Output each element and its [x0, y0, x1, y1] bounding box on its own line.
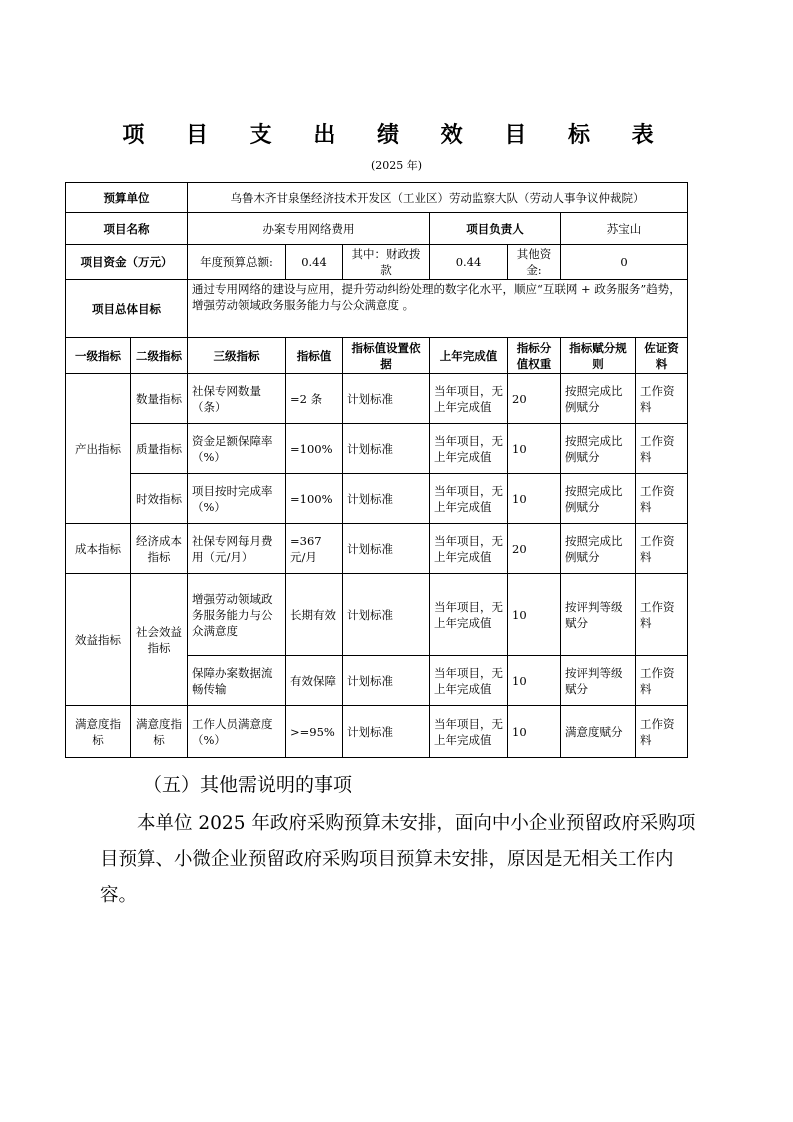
basis-cell: 计划标准: [343, 574, 430, 656]
table-row: [66, 574, 688, 656]
level2-cell: 质量指标: [131, 424, 188, 474]
annual-budget-label: 年度预算总额:: [188, 245, 286, 280]
header-rule: 指标赋分规则: [561, 338, 636, 374]
weight-cell: 20: [508, 524, 561, 574]
rule-cell: 按照完成比例赋分: [561, 524, 636, 574]
basis-cell: 计划标准: [343, 374, 430, 424]
weight-cell: 10: [508, 574, 561, 656]
basis-cell: 计划标准: [343, 524, 430, 574]
value-cell: =367 元/月: [286, 524, 343, 574]
evidence-cell: 工作资料: [636, 424, 688, 474]
page-title: 项 目 支 出 绩 效 目 标 表: [122, 123, 671, 148]
header-level1: 一级指标: [66, 338, 131, 374]
prev-cell: 当年项目，无上年完成值: [430, 374, 508, 424]
evidence-cell: 工作资料: [636, 574, 688, 656]
value-cell: >=95%: [286, 706, 343, 758]
rule-cell: 满意度赋分: [561, 706, 636, 758]
level3-cell: 增强劳动领域政务服务能力与公众满意度: [188, 574, 286, 656]
rule-cell: 按评判等级赋分: [561, 656, 636, 706]
goal-row: [66, 280, 688, 338]
project-name-value: 办案专用网络费用: [188, 213, 430, 245]
value-cell: =100%: [286, 424, 343, 474]
group-satisfaction: 满意度指标: [66, 706, 131, 758]
table-row: [66, 424, 688, 474]
rule-cell: 按照完成比例赋分: [561, 374, 636, 424]
level3-cell: 项目按时完成率（%）: [188, 474, 286, 524]
group-benefit: 效益指标: [66, 574, 131, 706]
header-value: 指标值: [286, 338, 343, 374]
basis-cell: 计划标准: [343, 706, 430, 758]
value-cell: 有效保障: [286, 656, 343, 706]
project-name-row: [66, 213, 688, 245]
header-level2: 二级指标: [131, 338, 188, 374]
fiscal-label: 其中：财政拨款: [343, 245, 430, 280]
table-row: [66, 524, 688, 574]
budget-unit-label: 预算单位: [66, 183, 188, 213]
rule-cell: 按照完成比例赋分: [561, 474, 636, 524]
fiscal-value: 0.44: [430, 245, 508, 280]
level3-cell: 社保专网每月费用（元/月）: [188, 524, 286, 574]
budget-unit-row: [66, 183, 688, 213]
prev-cell: 当年项目，无上年完成值: [430, 424, 508, 474]
project-lead-value: 苏宝山: [561, 213, 688, 245]
weight-cell: 10: [508, 706, 561, 758]
header-prev: 上年完成值: [430, 338, 508, 374]
group-cost: 成本指标: [66, 524, 131, 574]
annual-budget-value: 0.44: [286, 245, 343, 280]
budget-unit-value: 乌鲁木齐甘泉堡经济技术开发区（工业区）劳动监察大队（劳动人事争议仲裁院）: [188, 183, 688, 213]
evidence-cell: 工作资料: [636, 374, 688, 424]
prev-cell: 当年项目，无上年完成值: [430, 524, 508, 574]
value-cell: 长期有效: [286, 574, 343, 656]
evidence-cell: 工作资料: [636, 474, 688, 524]
project-lead-label: 项目负责人: [430, 213, 561, 245]
prev-cell: 当年项目，无上年完成值: [430, 656, 508, 706]
level2-cell: 满意度指标: [131, 706, 188, 758]
table-row: [66, 706, 688, 758]
table-row: [66, 474, 688, 524]
header-weight: 指标分值权重: [508, 338, 561, 374]
level2-cell: 数量指标: [131, 374, 188, 424]
level3-cell: 资金足额保障率（%）: [188, 424, 286, 474]
level2-cell: 经济成本指标: [131, 524, 188, 574]
header-level3: 三级指标: [188, 338, 286, 374]
group-output: 产出指标: [66, 374, 131, 524]
basis-cell: 计划标准: [343, 474, 430, 524]
body-paragraph: 本单位 2025 年政府采购预算未安排，面向中小企业预留政府采购项目预算、小微企业预留政府采购项目预算未安排，原因是无相关工作内容。: [100, 813, 696, 906]
header-evidence: 佐证资料: [636, 338, 688, 374]
level2-cell: 时效指标: [131, 474, 188, 524]
evidence-cell: 工作资料: [636, 656, 688, 706]
weight-cell: 10: [508, 424, 561, 474]
weight-cell: 10: [508, 474, 561, 524]
rule-cell: 按照完成比例赋分: [561, 424, 636, 474]
project-name-label: 项目名称: [66, 213, 188, 245]
other-funds-label: 其他资金:: [508, 245, 561, 280]
performance-table: [65, 182, 688, 758]
evidence-cell: 工作资料: [636, 706, 688, 758]
prev-cell: 当年项目，无上年完成值: [430, 706, 508, 758]
header-basis: 指标值设置依据: [343, 338, 430, 374]
basis-cell: 计划标准: [343, 424, 430, 474]
evidence-cell: 工作资料: [636, 524, 688, 574]
funds-label: 项目资金（万元）: [66, 245, 188, 280]
value-cell: =100%: [286, 474, 343, 524]
goal-label: 项目总体目标: [66, 280, 188, 338]
header-row: [66, 338, 688, 374]
level3-cell: 保障办案数据流畅传输: [188, 656, 286, 706]
level2-cell: 社会效益指标: [131, 574, 188, 706]
level3-cell: 工作人员满意度（%）: [188, 706, 286, 758]
prev-cell: 当年项目，无上年完成值: [430, 574, 508, 656]
prev-cell: 当年项目，无上年完成值: [430, 474, 508, 524]
year-label: (2025 年): [370, 159, 423, 172]
weight-cell: 10: [508, 656, 561, 706]
weight-cell: 20: [508, 374, 561, 424]
funds-row: [66, 245, 688, 280]
goal-text: 通过专用网络的建设与应用，提升劳动纠纷处理的数字化水平，顺应“互联网 + 政务服务”趋势，增强劳动领域政务服务能力与公众满意度 。: [188, 280, 688, 338]
section-heading: （五）其他需说明的事项: [143, 774, 353, 796]
rule-cell: 按评判等级赋分: [561, 574, 636, 656]
basis-cell: 计划标准: [343, 656, 430, 706]
other-funds-value: 0: [561, 245, 688, 280]
table-row: [66, 374, 688, 424]
level3-cell: 社保专网数量（条）: [188, 374, 286, 424]
value-cell: =2 条: [286, 374, 343, 424]
